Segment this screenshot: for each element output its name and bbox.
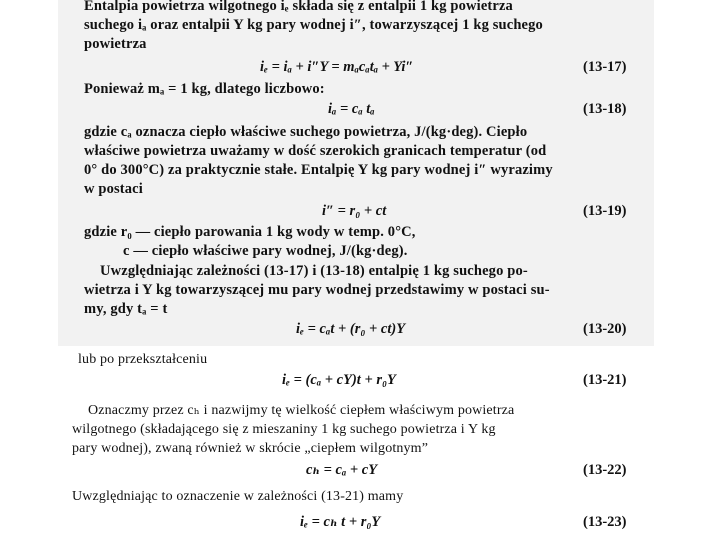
text-line: wietrza i Y kg towarzyszącej mu pary wodnej przedstawimy w postaci su- <box>84 282 550 298</box>
equation-formula: cₕ = cₐ + cY <box>306 462 378 478</box>
text-line: gdzie cₐ oznacza ciepło właściwe suchego powietrza, J/(kg·deg). Ciepło <box>84 124 528 140</box>
text-line: Oznaczmy przez cₕ i nazwijmy tę wielkość ciepłem właściwym powietrza <box>88 403 515 418</box>
equation-number: (13-23) <box>583 514 627 530</box>
text-line: pary wodnej), zwaną również w skrócie „ciepłem wilgotnym” <box>72 441 429 456</box>
equation-number: (13-22) <box>583 462 627 478</box>
equation-number: (13-21) <box>583 372 627 388</box>
equation-formula: iₑ = iₐ + i″Y = mₐcₐtₐ + Yi″ <box>260 59 414 75</box>
equation-number: (13-19) <box>583 203 627 219</box>
text-line: powietrza <box>84 36 147 52</box>
text-line: Entalpia powietrza wilgotnego iₑ składa się z entalpii 1 kg powietrza <box>84 0 513 14</box>
equation-formula: iₑ = cₐt + (r₀ + ct)Y <box>296 321 406 337</box>
text-line: suchego iₐ oraz entalpii Y kg pary wodnej i″, towarzyszącej 1 kg suchego <box>84 17 543 33</box>
equation-formula: iₐ = cₐ tₐ <box>328 101 375 117</box>
text-line: my, gdy tₐ = t <box>84 301 168 317</box>
equation-number: (13-18) <box>583 101 627 117</box>
text-line: Uwzględniając to oznaczenie w zależności (13-21) mamy <box>72 489 404 504</box>
text-line: wilgotnego (składającego się z mieszaniny 1 kg suchego powietrza i Y kg <box>72 422 496 437</box>
text-line: Ponieważ mₐ = 1 kg, dlatego liczbowo: <box>84 81 325 97</box>
text-line: c — ciepło właściwe pary wodnej, J/(kg·deg). <box>123 243 408 259</box>
text-line: Uwzględniając zależności (13-17) i (13-18) entalpię 1 kg suchego po- <box>100 263 528 279</box>
equation-formula: iₑ = cₕ t + r₀Y <box>300 514 381 530</box>
text-line: gdzie r₀ — ciepło parowania 1 kg wody w temp. 0°C, <box>84 224 416 240</box>
equation-number: (13-20) <box>583 321 627 337</box>
text-line: 0° do 300°C) za praktycznie stałe. Entalpię Y kg pary wodnej i″ wyrazimy <box>84 162 553 178</box>
equation-formula: iₑ = (cₐ + cY)t + r₀Y <box>282 372 396 388</box>
equation-formula: i″ = r₀ + ct <box>322 203 387 219</box>
text-line: właściwe powietrza uważamy w dość szerokich granicach temperatur (od <box>84 143 547 159</box>
equation-number: (13-17) <box>583 59 627 75</box>
text-line: w postaci <box>84 181 143 197</box>
text-line: lub po przekształceniu <box>78 352 208 367</box>
